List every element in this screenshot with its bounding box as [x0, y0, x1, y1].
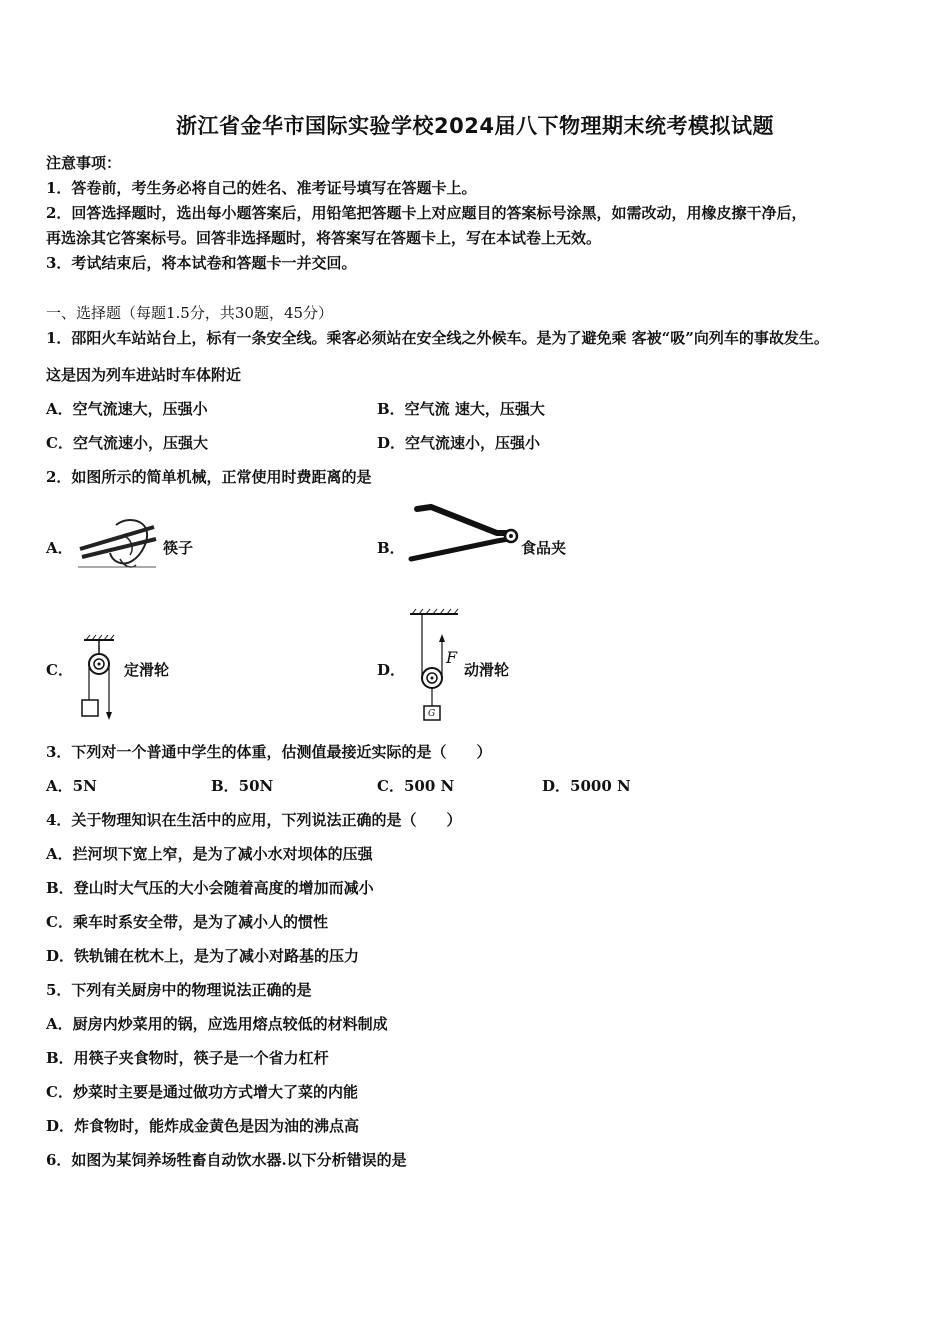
- q5-option-d: D．炸食物时，能炸成金黄色是因为油的沸点高: [46, 1117, 360, 1135]
- force-symbol: F: [446, 648, 458, 667]
- q3-option-b: B．50N: [211, 777, 274, 795]
- q5-option-a: A．厨房内炒菜用的锅，应选用熔点较低的材料制成: [46, 1015, 388, 1033]
- q4-option-b: B．登山时大气压的大小会随着高度的增加而减小: [46, 879, 374, 897]
- q1-stem: 1．邵阳火车站站台上，标有一条安全线。乘客必须站在安全线之外候车。是为了避免乘 客被“吸”向列车的事故发生。: [46, 329, 829, 347]
- q4-option-d: D．铁轨铺在枕木上，是为了减小对路基的压力: [46, 947, 360, 965]
- notice-heading: 注意事项：: [46, 154, 122, 172]
- q1-stem-cont: 这是因为列车进站时车体附近: [46, 366, 242, 384]
- q1-option-d: D．空气流速小，压强小: [377, 434, 541, 452]
- q1-option-c: C．空气流速小，压强大: [46, 434, 208, 452]
- q5-stem: 5．下列有关厨房中的物理说法正确的是: [46, 981, 312, 999]
- q2-stem: 2．如图所示的简单机械，正常使用时费距离的是: [46, 468, 372, 486]
- section-heading: 一、选择题（每题1.5分，共30题，45分）: [46, 304, 334, 322]
- q4-option-c: C．乘车时系安全带，是为了减小人的惯性: [46, 913, 328, 931]
- q1-option-b: B．空气流 速大，压强大: [377, 400, 545, 418]
- q2-option-a-label: 筷子: [163, 539, 194, 557]
- q2-option-c-letter: C．: [46, 661, 73, 679]
- q4-stem: 4．关于物理知识在生活中的应用，下列说法正确的是（ ）: [46, 811, 462, 829]
- q2-option-c-label: 定滑轮: [124, 661, 170, 679]
- q1-option-a: A．空气流速大，压强小: [46, 400, 208, 418]
- q2-option-b-letter: B．: [377, 539, 405, 557]
- q2-option-b-label: 食品夹: [521, 539, 567, 557]
- q5-option-c: C．炒菜时主要是通过做功方式增大了菜的内能: [46, 1083, 358, 1101]
- q5-option-b: B．用筷子夹食物时，筷子是一个省力杠杆: [46, 1049, 329, 1067]
- notice-item: 再选涂其它答案标号。回答非选择题时，将答案写在答题卡上，写在本试卷上无效。: [46, 229, 602, 247]
- q6-stem: 6．如图为某饲养场牲畜自动饮水器.以下分析错误的是: [46, 1151, 407, 1169]
- q3-option-a: A．5N: [46, 777, 97, 795]
- notice-item: 3．考试结束后，将本试卷和答题卡一并交回。: [46, 254, 357, 272]
- q3-stem: 3．下列对一个普通中学生的体重，估测值最接近实际的是（ ）: [46, 743, 492, 761]
- q3-option-c: C．500 N: [377, 777, 455, 795]
- chopsticks-figure: [76, 515, 160, 571]
- notice-item: 1．答卷前，考生务必将自己的姓名、准考证号填写在答题卡上。: [46, 179, 477, 197]
- notice-item: 2．回答选择题时，选出每小题答案后，用铅笔把答题卡上对应题目的答案标号涂黑，如需改动，用橡皮擦干净后，: [46, 204, 807, 222]
- q4-option-a: A．拦河坝下宽上窄，是为了减小水对坝体的压强: [46, 845, 373, 863]
- q2-option-d-label: 动滑轮: [464, 661, 510, 679]
- q2-option-d-letter: D．: [377, 661, 406, 679]
- page-title: 浙江省金华市国际实验学校2024届八下物理期末统考模拟试题: [176, 114, 774, 138]
- q2-option-a-letter: A．: [46, 539, 73, 557]
- q3-option-d: D．5000 N: [542, 777, 631, 795]
- food-tongs-figure: [405, 503, 520, 565]
- weight-symbol: G: [428, 709, 436, 719]
- fixed-pulley-figure: [78, 634, 120, 722]
